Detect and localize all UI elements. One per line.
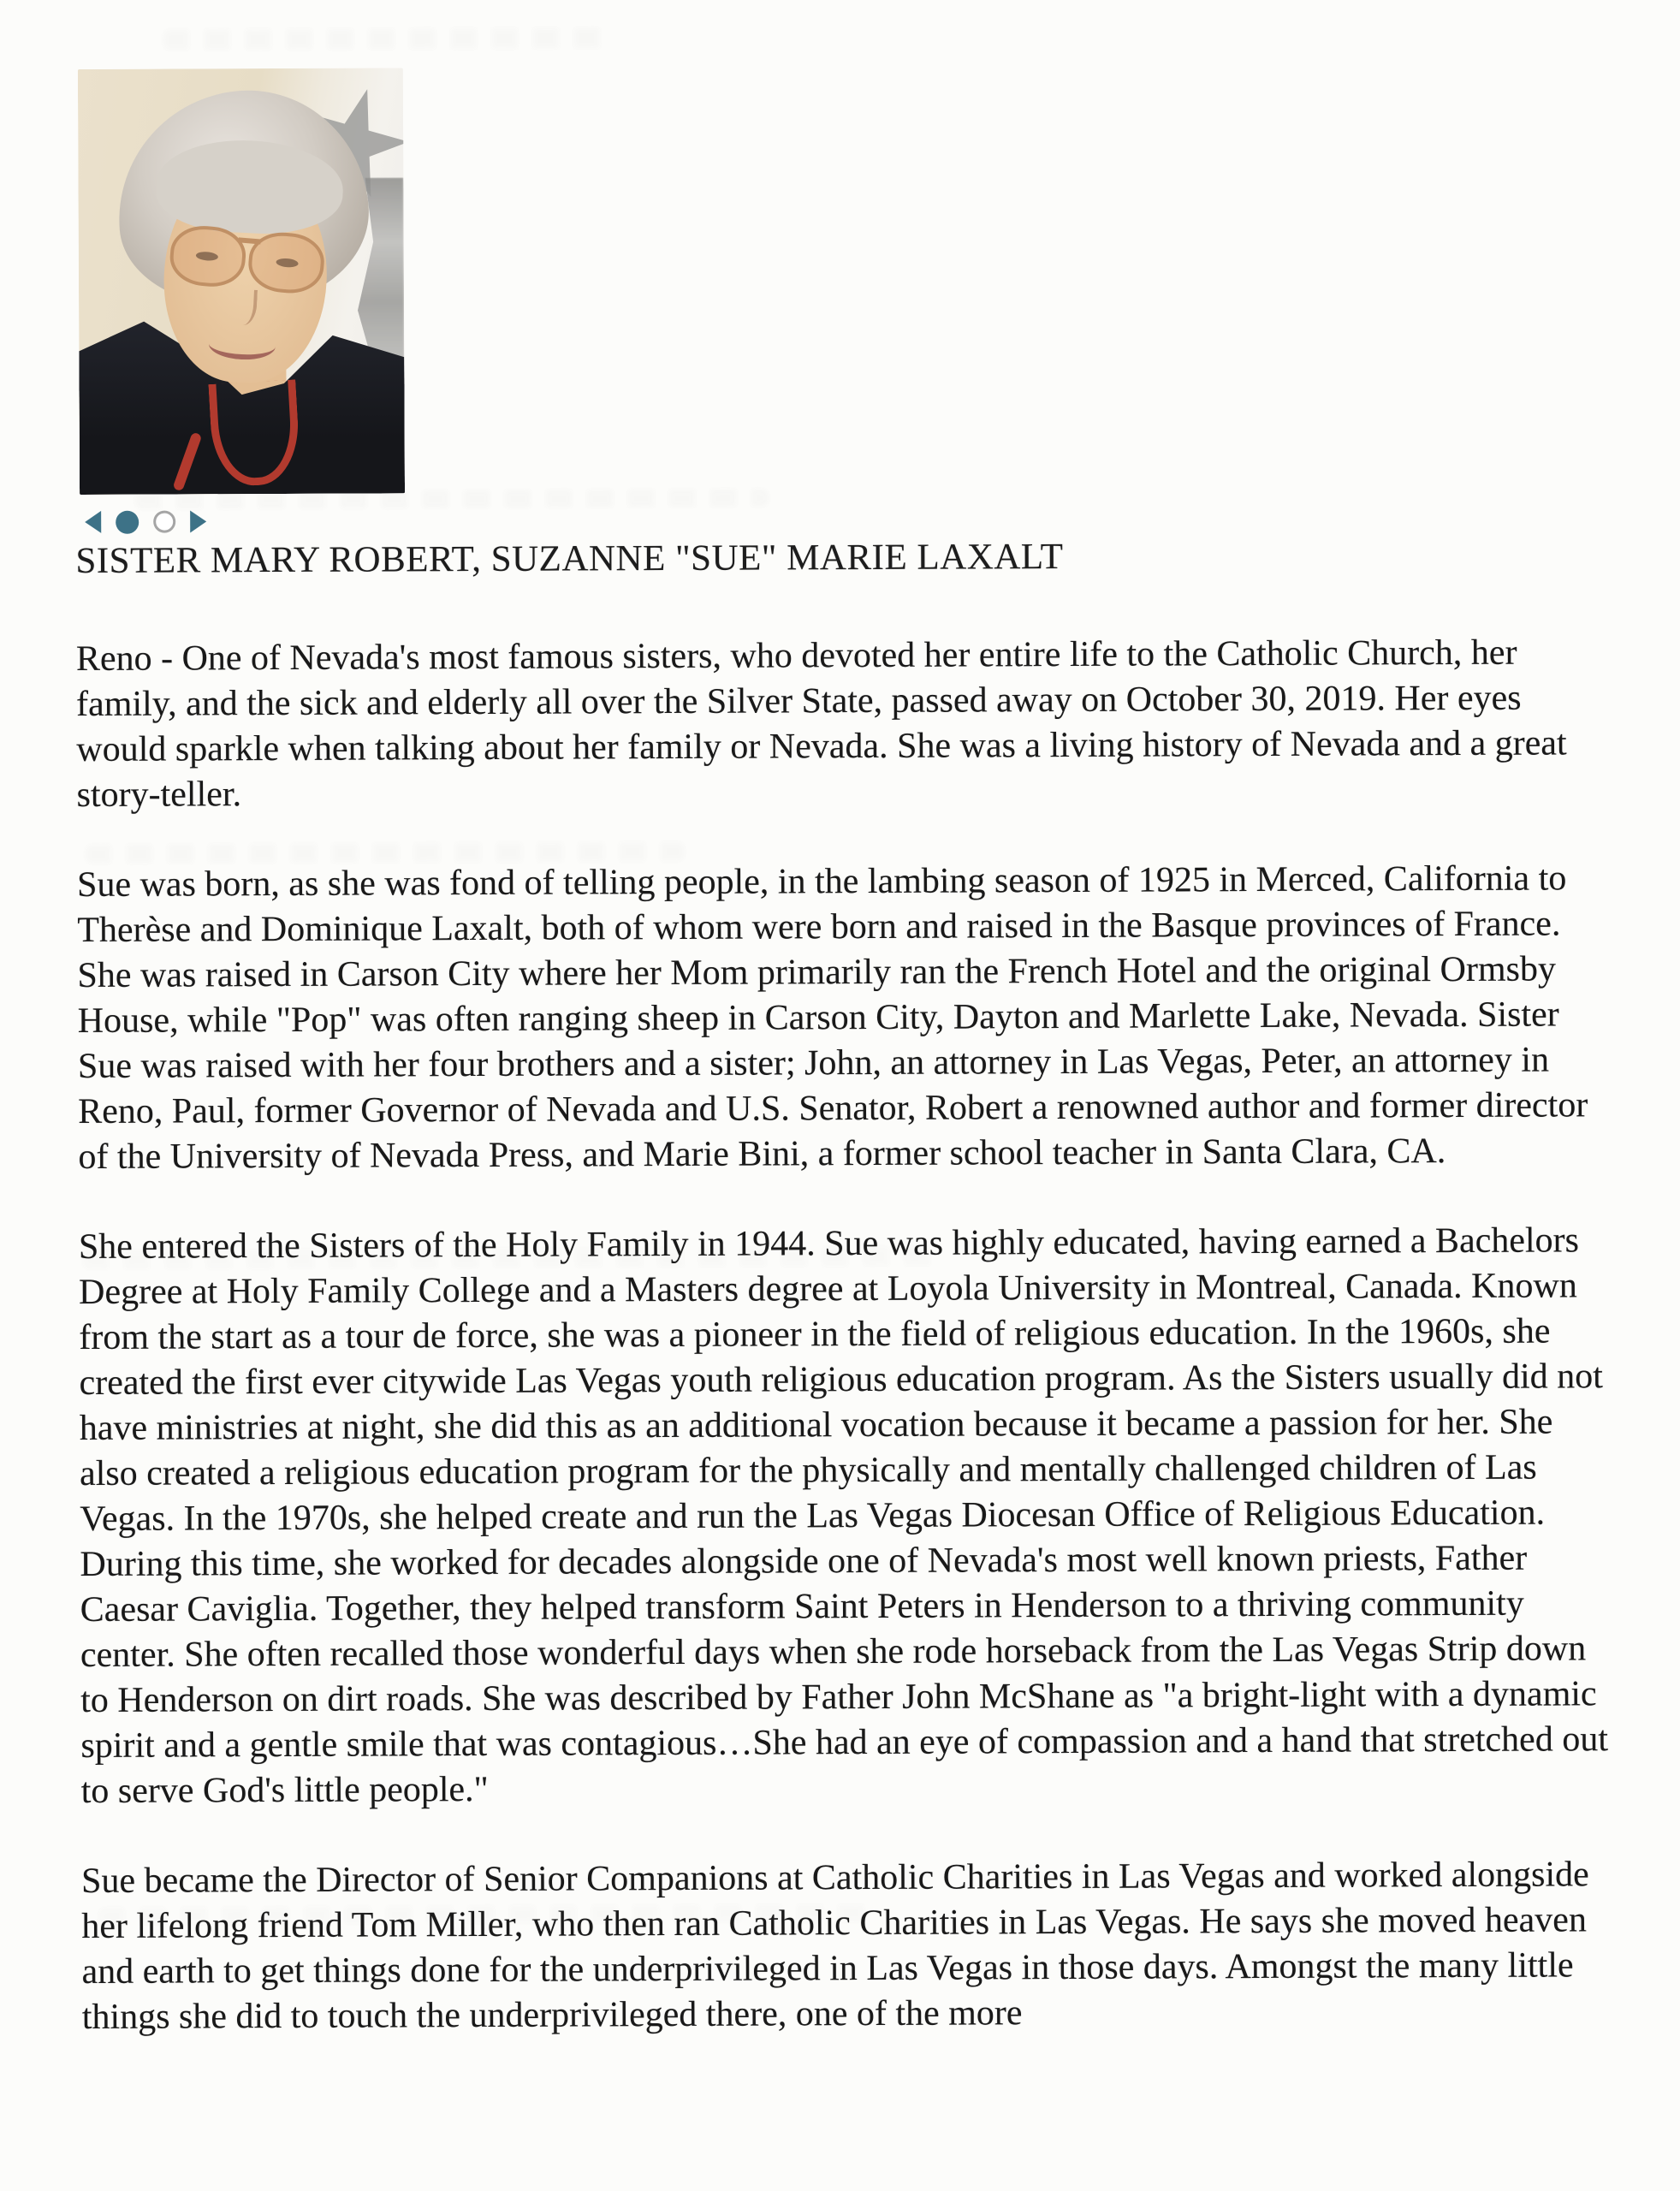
glasses-left-lens bbox=[168, 223, 247, 289]
left-eye bbox=[196, 251, 219, 261]
carousel-active-dot-icon[interactable] bbox=[116, 510, 139, 533]
obituary-paragraph-4: Sue became the Director of Senior Companions at Catholic Charities in Las Vegas and worked alongside her lifelong friend Tom Miller, who then ran Catholic Charities in Las Vegas. He says she moved heaven and earth to get things done for the underprivileged in Las Vegas in those days. Amongst the many little things she did to touch the underprivileged there, one of the more bbox=[81, 1855, 1589, 2038]
nose bbox=[234, 289, 258, 326]
obituary-paragraph-1: Reno - One of Nevada's most famous sisters, who devoted her entire life to the Catholic Church, her family, and the sick and elderly all over the Silver State, passed away on October 30, 2019. Her eyes would sparkle when talking about her family or Nevada. She was a living history of Nevada and a great story-teller. bbox=[75, 632, 1567, 816]
carousel-inactive-dot-icon[interactable] bbox=[153, 511, 175, 533]
obituary-paragraph-3: She entered the Sisters of the Holy Family in 1944. Sue was highly educated, having earned a Bachelors Degree at Holy Family College and a Masters degree at Loyola University in Montreal, Canada. Known from the start as a tour de force, she was a pioneer in the field of religious education. In the 1960s, she created the first ever citywide Las Vegas youth religious education program. As the Sisters usually did not have ministries at night, she did this as an additional vocation because it became a passion for her. She also created a religious education program for the physically and mentally challenged children of Las Vegas. In the 1970s, she helped create and run the Las Vegas Diocesan Office of Religious Education. During this time, she worked for decades alongside one of Nevada's most well known priests, Father Caesar Caviglia. Together, they helped transform Saint Peters in Henderson to a thriving community center. She often recalled those wonderful days when she rode horseback from the Las Vegas Strip down to Henderson on dirt roads. She was described by Father John McShane as "a bright-light with a dynamic spirit and a gentle smile that was contagious…She had an eye of compassion and a hand that stretched out to serve God's little people." bbox=[78, 1220, 1609, 1812]
scan-bleed-artifact bbox=[163, 27, 608, 50]
right-eye bbox=[276, 258, 299, 268]
photo-carousel bbox=[85, 508, 206, 536]
smiling-mouth bbox=[208, 329, 276, 361]
next-photo-arrow-icon[interactable] bbox=[190, 510, 206, 532]
glasses-icon bbox=[168, 223, 326, 296]
obituary-body bbox=[76, 630, 1618, 2085]
obituary-paragraph-2: Sue was born, as she was fond of telling people, in the lambing season of 1925 in Merced, California to Therèse and Dominique Laxalt, both of whom were born and raised in the Basque provinces of France. She was raised in Carson City where her Mom primarily ran the French Hotel and the original Ormsby House, while "Pop" was often ranging sheep in Carson City, Dayton and Marlette Lake, Nevada. Sister Sue was raised with her four brothers and a sister; John, an attorney in Las Vegas, Peter, an attorney in Reno, Paul, former Governor of Nevada and U.S. Senator, Robert a renowned author and former director of the University of Nevada Press, and Marie Bini, a former school teacher in Santa Clara, CA. bbox=[76, 858, 1588, 1178]
previous-photo-arrow-icon[interactable] bbox=[85, 511, 101, 533]
obituary-photo bbox=[78, 68, 405, 495]
obituary-title: SISTER MARY ROBERT, SUZANNE "SUE" MARIE LAXALT bbox=[75, 537, 1064, 582]
